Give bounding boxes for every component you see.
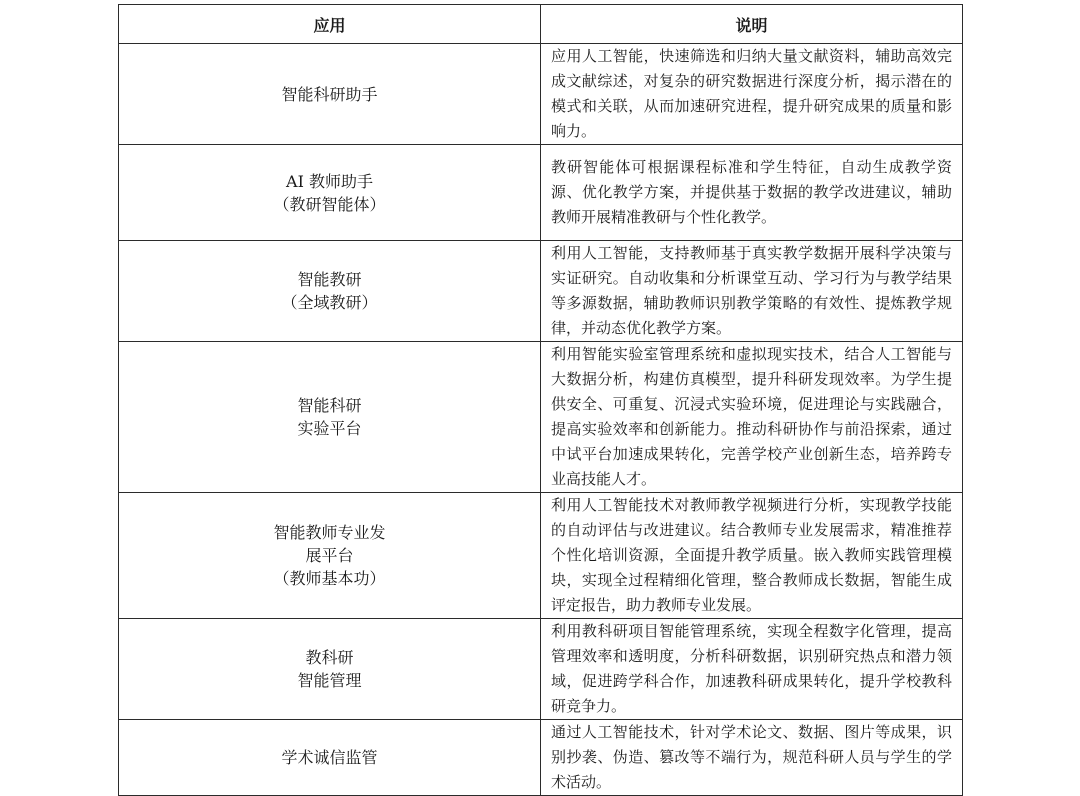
table-row	[119, 145, 963, 241]
application-name-line: （全域教研）	[281, 293, 378, 312]
application-name	[119, 720, 541, 796]
application-name	[119, 241, 541, 342]
applications-table	[118, 4, 963, 796]
application-name-line: 学术诚信监管	[281, 748, 378, 767]
application-description: 通过人工智能技术，针对学术论文、数据、图片等成果，识别抄袭、伪造、篡改等不端行为，规范科研人员与学生的学术活动。	[541, 720, 963, 796]
table-row	[119, 619, 963, 720]
application-name-line: （教研智能体）	[273, 194, 386, 214]
table-row	[119, 241, 963, 342]
application-name-line: 智能科研助手	[281, 84, 378, 104]
application-name-line: 智能管理	[297, 671, 362, 690]
application-name-line: AI 教师助手	[286, 171, 373, 191]
table-header-row	[119, 5, 963, 44]
application-name	[119, 145, 541, 241]
application-name-line: 智能教师专业发	[273, 523, 386, 542]
application-name-line: 展平台	[305, 546, 354, 565]
table-row	[119, 493, 963, 619]
table-row	[119, 720, 963, 796]
application-name-line: 教科研	[305, 648, 354, 667]
application-description: 应用人工智能，快速筛选和归纳大量文献资料，辅助高效完成文献综述，对复杂的研究数据进行深度分析，揭示潜在的模式和关联，从而加速研究进程，提升研究成果的质量和影响力。	[541, 44, 963, 145]
application-description: 教研智能体可根据课程标准和学生特征，自动生成教学资源、优化教学方案，并提供基于数据的教学改进建议，辅助教师开展精准教研与个性化教学。	[541, 145, 963, 241]
application-name-line: 智能科研	[297, 396, 362, 415]
application-description: 利用教科研项目智能管理系统，实现全程数字化管理，提高管理效率和透明度，分析科研数据，识别研究热点和潜力领域，促进跨学科合作，加速教科研成果转化，提升学校教科研竞争力。	[541, 619, 963, 720]
application-name	[119, 44, 541, 145]
application-name-line: （教师基本功）	[273, 569, 386, 588]
table-row	[119, 44, 963, 145]
application-name	[119, 342, 541, 493]
header-application: 应用	[119, 5, 541, 44]
application-name-line: 智能教研	[297, 270, 362, 289]
application-description: 利用人工智能技术对教师教学视频进行分析，实现教学技能的自动评估与改进建议。结合教师专业发展需求，精准推荐个性化培训资源，全面提升教学质量。嵌入教师实践管理模块，实现全过程精细化管理，整合教师成长数据，智能生成评定报告，助力教师专业发展。	[541, 493, 963, 619]
application-description: 利用智能实验室管理系统和虚拟现实技术，结合人工智能与大数据分析，构建仿真模型，提升科研发现效率。为学生提供安全、可重复、沉浸式实验环境，促进理论与实践融合，提高实验效率和创新能力。推动科研协作与前沿探索，通过中试平台加速成果转化，完善学校产业创新生态，培养跨专业高技能人才。	[541, 342, 963, 493]
application-name	[119, 619, 541, 720]
application-name	[119, 493, 541, 619]
application-name-line: 实验平台	[297, 419, 362, 438]
header-description: 说明	[541, 5, 963, 44]
table-row	[119, 342, 963, 493]
application-description: 利用人工智能，支持教师基于真实教学数据开展科学决策与实证研究。自动收集和分析课堂互动、学习行为与教学结果等多源数据，辅助教师识别教学策略的有效性、提炼教学规律，并动态优化教学方案。	[541, 241, 963, 342]
